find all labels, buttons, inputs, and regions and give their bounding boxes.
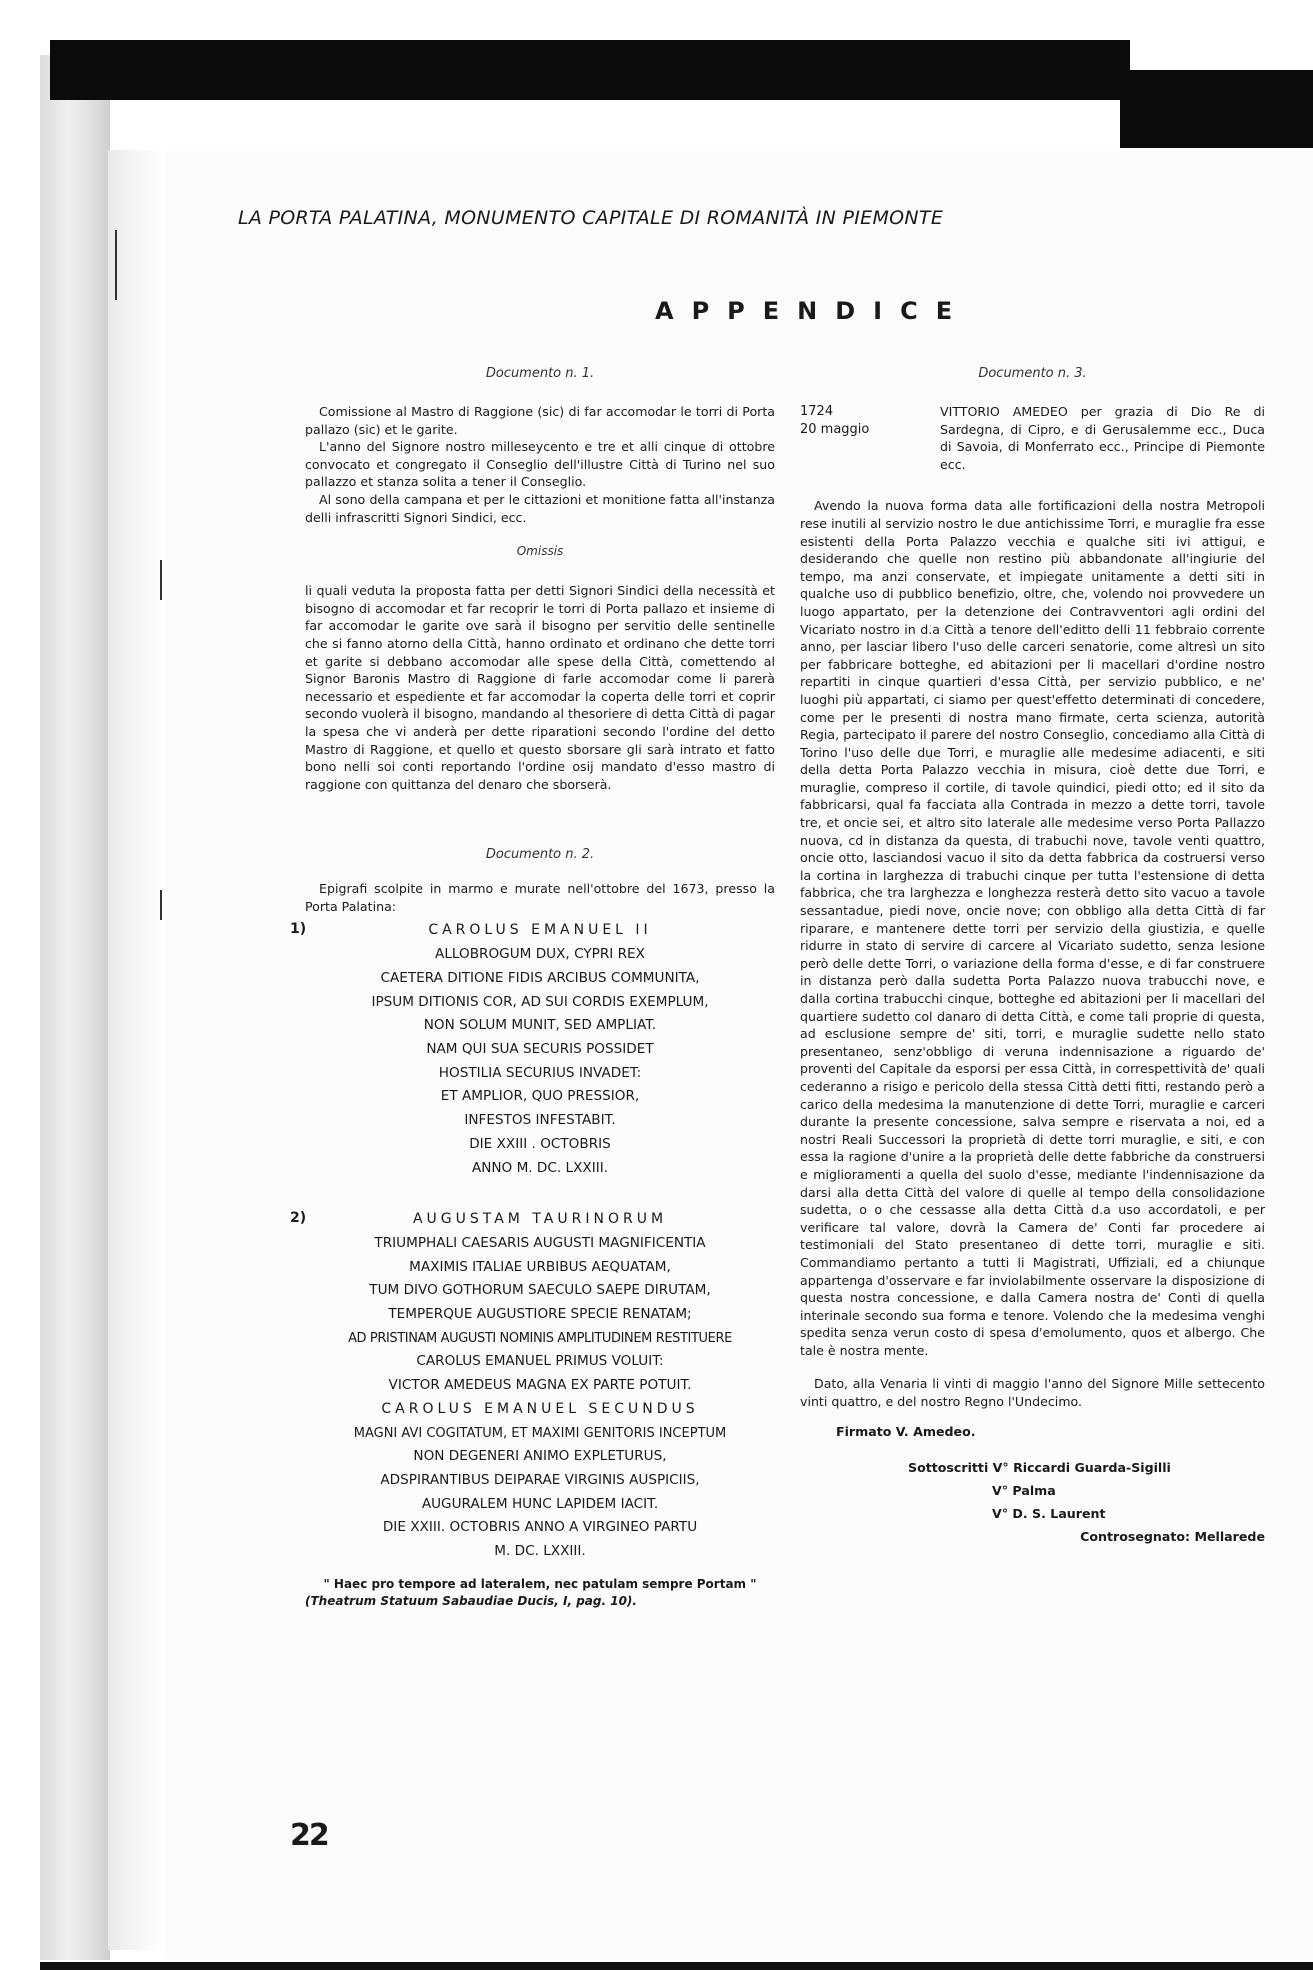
doc1-title: Documento n. 1.: [485, 366, 595, 381]
doc3-date: [800, 403, 940, 473]
doc3-heading: [800, 403, 1265, 473]
doc1-paragraph: L'anno del Signore nostro milleseycento e tre et alli cinque di ottobre convocato et congregato il Conseglio dell'illustre Città di Turino nel suo pallazzo et stanza solita a tener il Conseglio.: [305, 439, 775, 490]
inscription-line: TEMPERQUE AUGUSTIORE SPECIE RENATAM;: [388, 1306, 692, 1323]
inscription-line: AUGUSTAM TAURINORUM: [412, 1211, 668, 1228]
doc3-signatures: [800, 1456, 1265, 1548]
inscription-line: INFESTOS INFESTABIT.: [464, 1112, 616, 1129]
doc3-dato: Dato, alla Venaria li vinti di maggio l'anno del Signore Mille settecento vinti quattro, e del nostro Regno l'Undecimo.: [800, 1376, 1265, 1410]
scan-edge-top: [50, 40, 1130, 100]
signature-line: V° Palma: [992, 1483, 1056, 1499]
doc3-header: VITTORIO AMEDEO per grazia di Dio Re di Sardegna, di Cipro, e di Gerusalemme ecc., Duca di Savoia, di Monferrato ecc., Principe di Piemonte ecc.: [940, 404, 1265, 472]
doc1-paragraph: Comissione al Mastro di Raggione (sic) di far accomodar le torri di Porta pallazo (sic) et le garite.: [305, 404, 775, 437]
doc3-firmato: Firmato V. Amedeo.: [836, 1423, 976, 1439]
signature-line: V° D. S. Laurent: [992, 1506, 1106, 1522]
left-column: [290, 366, 775, 1611]
scan-mark: [160, 560, 162, 600]
inscription-line: NON SOLUM MUNIT, SED AMPLIAT.: [423, 1017, 657, 1034]
doc3-year: 1724: [800, 404, 834, 419]
inscription-line: CAROLUS EMANUEL II: [428, 922, 652, 939]
doc1-paragraph: li quali veduta la proposta fatta per detti Signori Sindici della necessità et bisogno di accomodar et far recoprir le torri di Porta pallazo et insieme di far accomodar le garite ove sarà il bisogno per servitio delle sentinelle che si fanno atorno della Città, hanno ordinato et ordinano che dette torri et garite si debbano accomodar alle spese della Città, comettendo al Signor Baronis Mastro di Raggione di farle accomodar come li parerà necessario et espediente et far accomodar la coperta delle torri et coprir secondo vuolerà il bisogno, mandando al thesoriere di detta Città di pagar la spesa che vi anderà per dette riparationi secondo l'ordine del detto Mastro di Raggione, et quello et questo sborsare gli sarà intrato et fatto bono nelli soi conti reportando l'ordine osij mandato d'esso mastro di raggione con quittanza del denaro che sborserà.: [305, 583, 775, 792]
inscription-line: DIE XXIII. OCTOBRIS ANNO A VIRGINEO PARTU: [382, 1519, 698, 1536]
inscription-line: HOSTILIA SECURIUS INVADET:: [438, 1064, 642, 1081]
inscription-line: VICTOR AMEDEUS MAGNA EX PARTE POTUIT.: [388, 1377, 692, 1394]
signature-line: Sottoscritti V° Riccardi Guarda-Sigilli: [908, 1460, 1171, 1476]
inscription-line: NAM QUI SUA SECURIS POSSIDET: [426, 1040, 654, 1057]
inscription-line: AUGURALEM HUNC LAPIDEM IACIT.: [421, 1495, 659, 1512]
scan-edge-top-right: [1120, 70, 1313, 148]
doc2-intro: Epigrafi scolpite in marmo e murate nell'ottobre del 1673, presso la Porta Palatina:: [305, 881, 775, 914]
running-head: LA PORTA PALATINA, MONUMENTO CAPITALE DI ROMANITÀ IN PIEMONTE: [238, 207, 944, 229]
inscription-note: " Haec pro tempore ad lateralem, nec patulam sempre Portam ": [323, 1576, 757, 1591]
inscription-line: TUM DIVO GOTHORUM SAECULO SAEPE DIRUTAM,: [369, 1282, 711, 1299]
inscription-number: 2): [290, 1210, 307, 1227]
inscription-line: MAGNI AVI COGITATUM, ET MAXIMI GENITORIS INCEPTUM: [353, 1425, 727, 1441]
signature-line: Controsegnato: Mellarede: [1080, 1529, 1265, 1545]
inscription-line: DIE XXIII . OCTOBRIS: [469, 1135, 611, 1152]
inscription-line: MAXIMIS ITALIAE URBIBUS AEQUATAM,: [409, 1258, 671, 1275]
page-number: 22: [290, 1818, 328, 1853]
inscription-line: AD PRISTINAM AUGUSTI NOMINIS AMPLITUDINEM RESTITUERE: [348, 1330, 732, 1346]
doc3-day: 20 maggio: [800, 422, 870, 437]
inscription-line: ALLOBROGUM DUX, CYPRI REX: [435, 946, 645, 963]
inscription-line: ET AMPLIOR, QUO PRESSIOR,: [440, 1088, 640, 1105]
inscription-line: NON DEGENERI ANIMO EXPLETURUS,: [413, 1448, 667, 1465]
inscription-line: TRIUMPHALI CAESARIS AUGUSTI MAGNIFICENTIA: [374, 1234, 706, 1251]
scan-mark: [115, 230, 117, 300]
scan-edge-left: [40, 55, 110, 1960]
right-column: [800, 366, 1265, 1548]
doc2-title: Documento n. 2.: [485, 847, 595, 863]
inscription-line: ADSPIRANTIBUS DEIPARAE VIRGINIS AUSPICIIS,: [380, 1471, 700, 1488]
doc3-body: Avendo la nuova forma data alle fortificazioni della nostra Metropoli rese inutili al servizio nostro le due antichissime Torri, e muraglie fra esse esistenti della Porta Palazzo vecchia e qualche siti ivi attigui, e desiderando che quelle non restino più abbandonate all'ingiurie del tempo, ma anzi conservate, et impiegate unitamente a detti siti in qualche uso di pubblico benefizio, oltre, che, volendo noi provvedere un luogo appartato, per la detenzione dei Contravventori agli ordini del Vicariato nostro in d.a Città a tenore dell'editto delli 11 febbraio corrente anno, per lasciar libero l'uso delle carceri senatorie, come altresì un sito per fabbricare botteghe, ed abitazioni per li macellari d'ordine nostro repartiti in cinque quartieri d'essa Città, per servizio pubblico, e ne' luoghi più appartati, ci siamo per quest'effetto determinati di concedere, come per le presenti di nostra mano firmate, certa scienza, autorità Regia, partecipato il parere del nostro Conseglio, concediamo alla Città di Torino l'uso delle due Torri, e muraglie alle medesime adiacenti, e siti della detta Porta Palazzo vecchia in misura, cioè dette due Torri, e muraglie, compreso il cortile, di tavole quindici, piedi otto; ed il sito da fabbricarsi, qual fa facciata alla Contrada in mezzo a dette torri, tavole tre, et oncie sei, et altro sito laterale alle medesime verso Porta Pallazzo nuova, cd in distanza da questa, di trabuchi nove, tavole venti quattro, oncie otto, lasciandosi vacuo il sito da detta fabbrica da costruersi verso la cortina in larghezza di trabuchi cinque per tutta l'estensione di detta fabbrica, che tra larghezza e longhezza resterà detto sito vacuo a tavole sessantadue, piedi nove, oncie nove; con obbligo alla detta Città di far riparare, e mantenere dette torri per servizio della giustizia, e quelle ridurre in stato di servire di carcere al Vicariato sudetto, senza lesione però delle dette Torri, o variazione della forma d'esse, e di far construere in distanza però dalla sudetta Porta Palazzo nuova trabucchi nove, e dalla cortina trabucchi cinque, botteghe ed abitazioni per li macellari del quartiere sudetto col danaro di detta Città, e come tali proprie di questa, ad esclusione sempre de' siti, torri, e muraglie sudette nello stato presentaneo, senz'obbligo di veruna indennisazione a riguardo de' proventi del Capitale da esporsi per essa Città, in correspettività de' quali cederanno a risigo e pericolo della stessa Città detti fitti, restando però a carico della medesima la manutenzione di dette Torri, muraglie e carceri durante la presente concessione, salva sempre e riservata a noi, ed a nostri Reali Successori la proprietà di dette torri muraglie, e siti, e con essa la ragione d'unire a la proprietà delle dette fabbriche da construersi e miglioramenti a quella del suolo d'esse, mediante l'indennisazione da darsi alla detta Città del valore di quelle al tempo della consolidazione sudetta, o o che cessasse alla detta Città d.a uso accordatoli, e per verificare tal valore, dovrà la Camera de' Conti far procedere ai testimoniali del Stato presentaneo di dette torri, muraglie e siti. Commandiamo pertanto a tutti li Magistrati, Uffiziali, ed a chiunque appartenga d'osservare e far inviolabilmente osservare la disposizione di questa nostra concessione, e dalla Camera nostra de' Conti di quella interinale secondo sua forma e tenore. Volendo che la medesima venghi spedita senza verun costo di spesa d'emolumento, quos et albergo. Che tale è nostra mente.: [800, 498, 1265, 1358]
inscription-line: IPSUM DITIONIS COR, AD SUI CORDIS EXEMPLUM,: [371, 993, 709, 1010]
scan-edge-bottom: [40, 1962, 1313, 1970]
omissis: Omissis: [516, 544, 564, 559]
inscription-1: [290, 919, 775, 1180]
doc1-paragraph: Al sono della campana et per le cittazioni et monitione fatta all'instanza delli infrascritti Signori Sindici, ecc.: [305, 491, 775, 525]
scan-mark: [160, 890, 162, 920]
inscription-line: CAROLUS EMANUEL PRIMUS VOLUIT:: [416, 1353, 664, 1370]
inscription-line: CAETERA DITIONE FIDIS ARCIBUS COMMUNITA,: [380, 969, 700, 986]
scan-edge-shadow: [108, 150, 168, 1950]
inscription-2: [290, 1208, 775, 1564]
section-title: APPENDICE: [655, 297, 971, 325]
doc3-title: Documento n. 3.: [978, 366, 1087, 381]
inscription-line: ANNO M. DC. LXXIII.: [471, 1159, 609, 1176]
inscription-number: 1): [290, 921, 307, 938]
inscription-line: CAROLUS EMANUEL SECUNDUS: [381, 1400, 699, 1417]
inscription-line: M. DC. LXXIII.: [494, 1543, 586, 1560]
inscription-source: (Theatrum Statuum Sabaudiae Ducis, I, pag. 10).: [305, 1594, 637, 1609]
